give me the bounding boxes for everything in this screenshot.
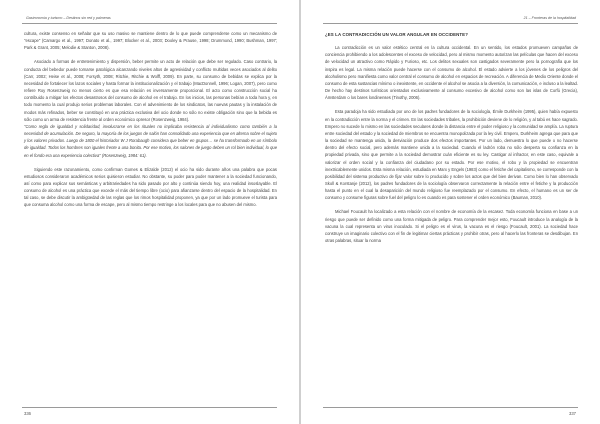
paragraph: Esta paradoja ha sido estudiada por uno de los padres fundadores de la sociología, Émile Durkheim (1995), quien había expuesto en la contradicción entre la norma y el crimen. En las sociedades tribales, la prohibición deviene de lo religión, y al tabú es hace sagrado. Empero no sucede lo mismo en las sociedades seculares donde la distancia entre el poder religioso y la comunidad se amplía. La ruptura entre sociedad del estado y la sociedad de miembros se encuentra monopolizada por la ley civil. Empero, Durkheim agrega que para que la sociedad se mantenga unida, la desviación produce dos efectos importantes. Por un lado, demuestra lo que puede o no hacerse dentro del efecto social, pero además mantiene unida a la sociedad. Cuando el ladrón roba no sólo desperta su confianza en la propiedad privada, sino que permite a la sociedad demostrar cuán eficiente es su ley. Castigar al infractor, en este caso, equivale a valorizar el orden social y la confianza del ciudadano por su estado. Por ese motivo, el robo y la propiedad se encuentran inextricablemente unidos. Esta misma relación, estudiada en Marx y Engels (1983) como el fetiche del capitalismo, se corresponde con la posibilidad del sistema productivo de fijar valor sobre lo producido y sobre los actos que del bien derivan. Como bien lo han observado Skoll & Korstanje (2012), los padres fundadores de la sociología observaron correctamente la relación entre el fetiche y la producción hasta el punto en el cual la desaparición del mundo religioso fue reemplazado por el consumo. En efecto, el humano es un ser de consumo y consume figuras sobre fuel del peligro lo es cuando es para sostener el orden económico (Bauman, 2010). [325,109,578,201]
page-body [24,30,277,404]
header-rule [323,23,578,24]
running-head: Gastronomía y turismo – Destinos sin red y palmeras [26,16,111,20]
footer-rule [323,407,578,408]
block-quote: "Como regla de igualdad y solidaridad, involucrarse en los rituales no implicaba resistencia al individualismo como también a la necesidad de acumulación. De seguro, la mayoría de los juegos de salón han consolidado una experiencia que en alterna sobre el sujeto y los valores privados. Luego de 1800 el historiador W J Rorabaugh considera que beber en grupos… se ha transformado en un símbolo de igualdad. Todos los hombres son iguales frente a una bonita. Por ese motivo, los salones de juego deben un rol bien individual, lo que en el fondo era una experiencia colectiva" (Rosenzweig, 1984: 61). [24,123,277,158]
right-page [301,0,600,424]
footer-rule [22,407,277,408]
paragraph: Michael Foucault ha localizado a esta relación con el nombre de economía de la escasez. Toda economía funciona en base a un riesgo que puede ser definido como una forma mitigada de peligro. Para comprender mejor esto, Foucault introduce la analogía de la vacuna la cual representa un virus inoculado. Si el peligro es el virus, la vacuna es el riesgo (Foucault, 2001). La sociedad hace construye un imaginario colectivo con el fin de legitimar ciertas prácticas y prohibir otras, pero al hacerlo las fronteras se desdibujan. En otras palabras, situar la norma [325,209,578,244]
left-page [0,0,299,424]
paragraph: Siguiendo este razonamiento, como confirman Gomes & Elizalde (2012) el ocio ha sido durante años una palabra que pocas estudiosos consideraron académicos serios quisieron estudiar. No obstante, su poder para poder mantener a la sociedad funcionando, así como para explicar sus semánticas y arbitrariedades ha sido pasado por alto y continúa siendo hoy, una realidad insoslayable. El consumo de alcohol es una práctica que excede el más del tiempo libre (ocio) para afianzarse dentro del espacio de la hospitalidad. En tal caso, se debe discutir la ambigüedad de las reglas que los rimos hospitalidad proponen, ya que por un lado promueve el turista para que consuma alcohol como una forma de escape, pero al mismo tiempo restringe a los locales para que no abusen del mismo. [24,166,277,208]
page-number: 336 [24,411,31,416]
page-body [325,31,578,404]
paragraph: cultura, existe consenso en señalar que su uso masivo se mantiene dentro de lo que puede comprenderse como un mecanismo de "escape" (Camargo et al., 1997; Donato et al., 1997; Blocker et al., 2003; Dooley & Prause, 1998; Drummond, 1990; Bushman, 1997; Park & Grant, 2005; Melodie & Stanton, 2008). [24,31,277,51]
section-title: ¿ES LA CONTRADICCIÓN UN VALOR ANGULAR EN OCCIDENTE? [325,32,468,37]
running-head: 21 – Fronteras de la hospitalidad [523,16,576,20]
header-rule [22,23,277,24]
page-number: 337 [569,411,576,416]
paragraph: Asociado a formas de entretenimiento y dispersión, beber permite un acto de relación que debe ser regulado. Caso contrario, la conducta del bebedor puede tornarse patológica alcanzando niveles altos de agresividad y conflicto multidas veces asociados al delito (Carr, 2002; Heise et al., 2008; Forsyth, 2008; Ritchie, Ritchie & Wolff, 2009). En parte, su consumo de bebidas se explica por la necesidad de fortalecer los lazos sociales y hasta formar la institucionalización y el trabajo (MacDonnell, 1996; Logan, 2007), pero como refiere Roy Rosenzweig no menos cierto es que esa relación es inversamente proporcional. El acto como construcción social ha contribuido a mitigar los efectos desastrosos del consumo de alcohol en el trabajo. En los inicios, las personas bebían a toda hora y, en todo momento la cual produjo serios problemas laborales. Con el advenimiento de los sindicatos, las nuevas pautas y la instalación de modos más refinados, beber se constituyó en una práctica exclusiva del ocio donde no sólo no existe obligación sino que la bebida es sólo como un arma de resistencia frente al orden económico opresor (Rosenzweig, 1984). [24,59,277,122]
paragraph: La contradicción es un valor estético central en la cultura occidental. En un sentido, los estados promueven campañas de conciencia prohibiendo a los adolescentes el exceso de velocidad, pero al mismo momento autorizan las películas que hacen del exceso de velocidad un atractivo como Rápido y Furioso, etc. Los delitos sexuales son castigados severamente pero la pornografía que los inspira es legal. La misma relación puede hacerse con el consumo de alcohol. El estado advierte a los jóvenes de los peligros del alcoholismo pero manifiesta como valor central el consumo de alcohol en espacios de recreación. A diferencia de Medio Oriente donde el consumo de esta sustancias mínimo o inexistente, en occidente el alcohol se asocia a la diversión, la comunicación, e incluso a la lealtad. De hecho hay destinos turísticos orientados exclusivamente al consumo excesivo de alcohol como son las islas de Corfú (Grecia), Ámsterdam o los bares londinenses (Tinothy, 2006). [325,45,578,101]
